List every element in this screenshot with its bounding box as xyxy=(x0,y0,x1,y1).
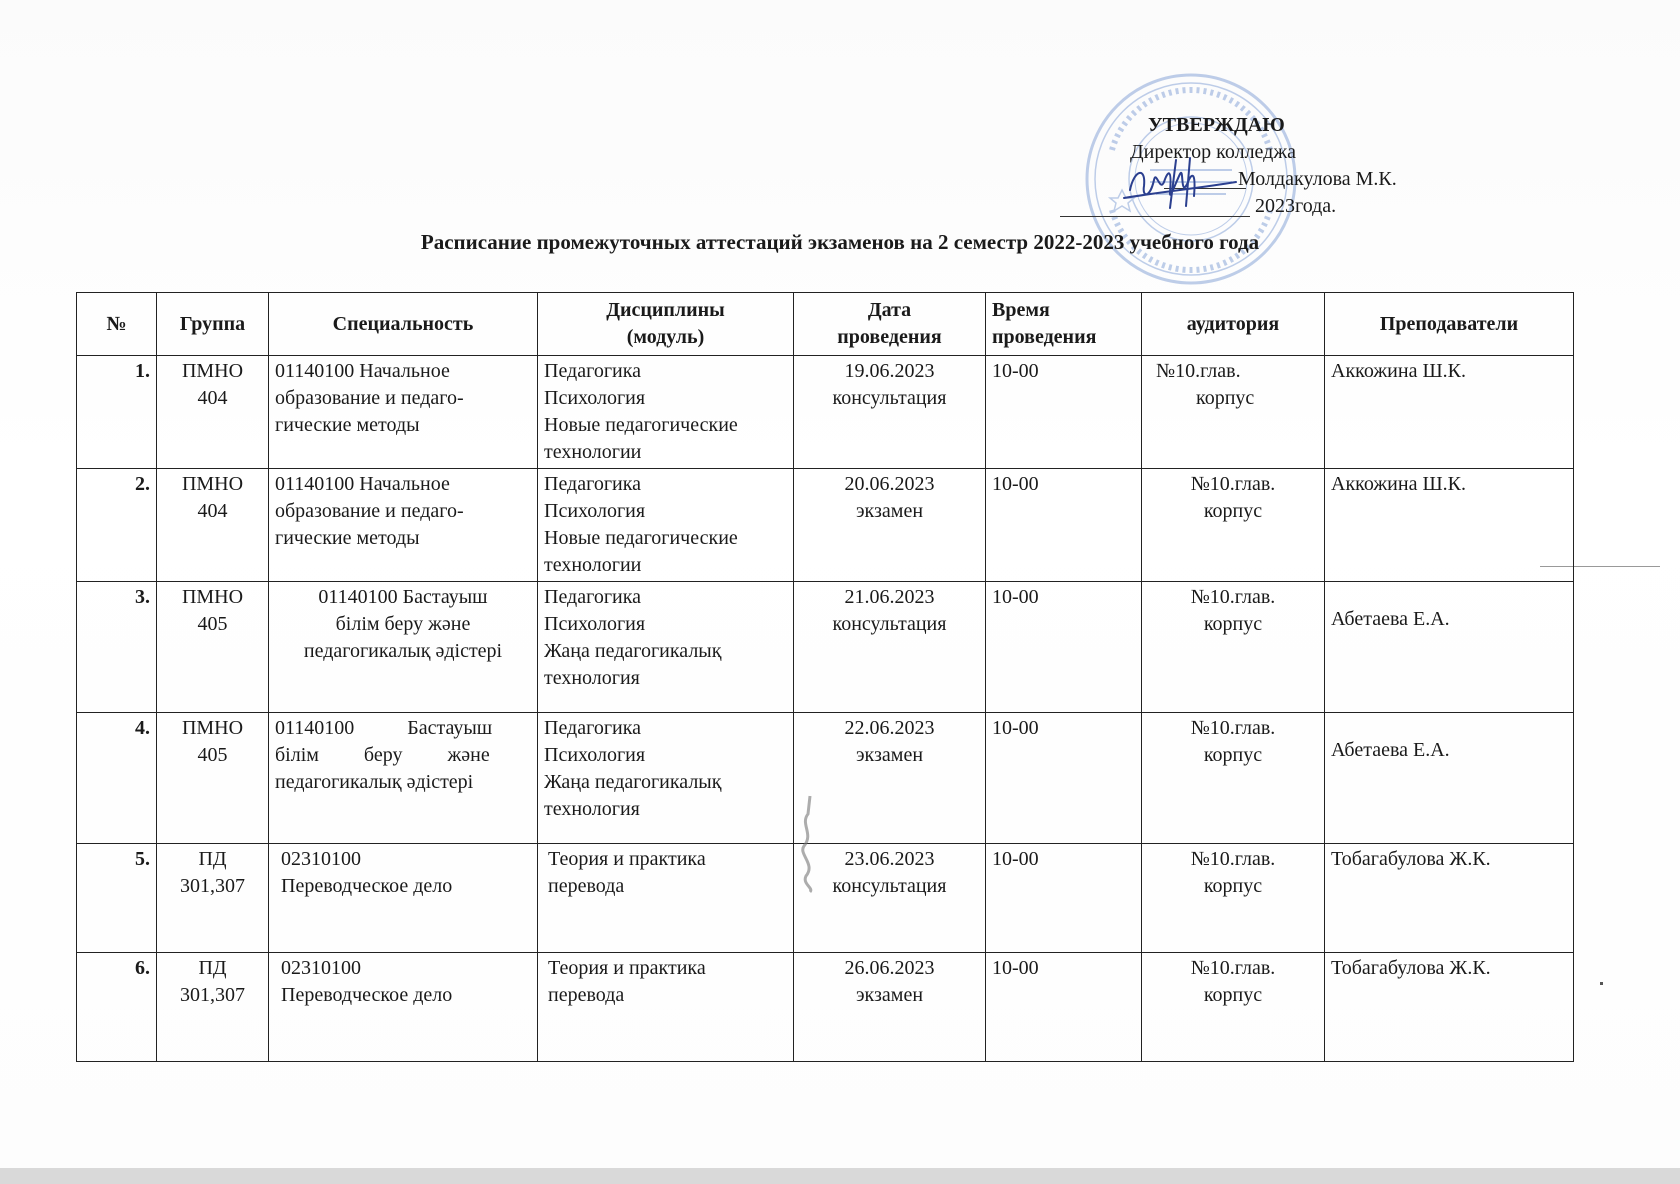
discipline-line: технологии xyxy=(544,554,642,576)
header-time-line2: проведения xyxy=(992,326,1097,348)
row-time: 10-00 xyxy=(986,844,1142,953)
discipline-line: Психология xyxy=(544,387,646,409)
discipline-line: перевода xyxy=(548,875,625,897)
row-specialty xyxy=(269,356,538,469)
room-line: №10.глав. xyxy=(1190,586,1276,608)
row-specialty xyxy=(269,844,538,953)
table-row xyxy=(77,953,1574,1062)
discipline-line: технология xyxy=(544,667,640,689)
row-group xyxy=(157,844,269,953)
table-row xyxy=(77,356,1574,469)
exam-kind: консультация xyxy=(832,387,947,409)
header-time xyxy=(986,293,1142,356)
specialty-line: 01140100 Бастауыш xyxy=(318,586,488,608)
specialty-line: 01140100 Бастауыш xyxy=(275,717,493,739)
signature-icon xyxy=(1120,152,1240,212)
row-disciplines xyxy=(538,469,794,582)
row-room xyxy=(1142,844,1325,953)
header-disciplines-line2: (модуль) xyxy=(626,326,705,348)
row-specialty xyxy=(269,582,538,713)
discipline-line: Жаңа педагогикалық xyxy=(544,640,722,662)
exam-kind: консультация xyxy=(832,875,947,897)
row-disciplines xyxy=(538,953,794,1062)
approval-title: УТВЕРЖДАЮ xyxy=(1148,114,1285,136)
row-teacher: Тобагабулова Ж.К. xyxy=(1325,844,1574,953)
room-line: корпус xyxy=(1203,744,1263,766)
date-value: 19.06.2023 xyxy=(844,360,935,382)
pencil-mark-icon xyxy=(790,794,830,894)
header-disciplines-line1: Дисциплины xyxy=(606,299,725,321)
specialty-line: білім беру және xyxy=(275,744,490,766)
row-time: 10-00 xyxy=(986,713,1142,844)
specialty-line: 02310100 xyxy=(281,957,361,979)
group-number: 301,307 xyxy=(180,984,245,1006)
discipline-line: Теория и практика xyxy=(548,957,706,979)
specialty-line: гические методы xyxy=(275,414,420,436)
header-date-line2: проведения xyxy=(837,326,942,348)
row-teacher: Тобагабулова Ж.К. xyxy=(1325,953,1574,1062)
row-num: 1. xyxy=(77,356,157,469)
row-group xyxy=(157,356,269,469)
room-line: №10.глав. xyxy=(1190,717,1276,739)
exam-kind: экзамен xyxy=(855,744,924,766)
specialty-line: Переводческое дело xyxy=(281,875,453,897)
header-specialty: Специальность xyxy=(269,293,538,356)
specialty-line: педагогикалық әдістері xyxy=(275,771,474,793)
row-time: 10-00 xyxy=(986,469,1142,582)
row-time: 10-00 xyxy=(986,953,1142,1062)
discipline-line: Новые педагогические xyxy=(544,414,738,436)
header-teachers: Преподаватели xyxy=(1325,293,1574,356)
room-line: №10.глав. xyxy=(1156,360,1241,382)
row-group xyxy=(157,469,269,582)
discipline-line: Педагогика xyxy=(544,586,642,608)
header-disciplines xyxy=(538,293,794,356)
row-time: 10-00 xyxy=(986,582,1142,713)
discipline-line: Педагогика xyxy=(544,360,642,382)
row-specialty xyxy=(269,713,538,844)
specialty-line: білім беру және xyxy=(335,613,471,635)
document-title: Расписание промежуточных аттестаций экзаменов на 2 семестр 2022-2023 учебного года xyxy=(420,230,1260,254)
room-line: корпус xyxy=(1203,984,1263,1006)
exam-kind: экзамен xyxy=(855,984,924,1006)
group-number: 301,307 xyxy=(180,875,245,897)
discipline-line: перевода xyxy=(548,984,625,1006)
scan-bottom-edge xyxy=(0,1168,1680,1184)
exam-kind: консультация xyxy=(832,613,947,635)
row-date xyxy=(794,356,986,469)
group-number: 404 xyxy=(197,500,228,522)
row-specialty xyxy=(269,469,538,582)
room-line: №10.глав. xyxy=(1190,473,1276,495)
group-name: ПД xyxy=(198,848,227,870)
header-date xyxy=(794,293,986,356)
discipline-line: Жаңа педагогикалық xyxy=(544,771,722,793)
header-date-line1: Дата xyxy=(867,299,912,321)
row-date xyxy=(794,953,986,1062)
group-name: ПМНО xyxy=(181,586,244,608)
discipline-line: Психология xyxy=(544,744,646,766)
approval-date: 2023года. xyxy=(1255,195,1337,217)
table-row xyxy=(77,582,1574,713)
header-group: Группа xyxy=(157,293,269,356)
date-value: 20.06.2023 xyxy=(844,473,935,495)
group-number: 404 xyxy=(197,387,228,409)
group-name: ПД xyxy=(198,957,227,979)
approval-role: Директор колледжа xyxy=(1130,141,1297,163)
group-name: ПМНО xyxy=(181,717,244,739)
date-line xyxy=(1060,216,1250,217)
row-num: 6. xyxy=(77,953,157,1062)
room-line: корпус xyxy=(1203,500,1263,522)
discipline-line: технологии xyxy=(544,441,642,463)
row-disciplines xyxy=(538,713,794,844)
schedule-table xyxy=(76,292,1574,1062)
discipline-line: Педагогика xyxy=(544,473,642,495)
row-num: 2. xyxy=(77,469,157,582)
row-num: 4. xyxy=(77,713,157,844)
approver-name: Молдакулова М.К. xyxy=(1238,168,1397,190)
table-header-row xyxy=(77,293,1574,356)
room-line: №10.глав. xyxy=(1190,848,1276,870)
row-room xyxy=(1142,356,1325,469)
specialty-line: образование и педаго- xyxy=(275,387,464,409)
discipline-line: технология xyxy=(544,798,640,820)
row-disciplines xyxy=(538,356,794,469)
row-num: 3. xyxy=(77,582,157,713)
specialty-line: образование и педаго- xyxy=(275,500,464,522)
date-value: 23.06.2023 xyxy=(844,848,935,870)
row-num: 5. xyxy=(77,844,157,953)
specialty-line: педагогикалық әдістері xyxy=(303,640,503,662)
exam-kind: экзамен xyxy=(855,500,924,522)
row-date xyxy=(794,582,986,713)
group-name: ПМНО xyxy=(181,360,244,382)
discipline-line: Новые педагогические xyxy=(544,527,738,549)
room-line: корпус xyxy=(1203,875,1263,897)
discipline-line: Психология xyxy=(544,500,646,522)
row-room xyxy=(1142,713,1325,844)
row-teacher: Абетаева Е.А. xyxy=(1325,713,1574,844)
header-time-line1: Время xyxy=(992,299,1050,321)
row-specialty xyxy=(269,953,538,1062)
specialty-line xyxy=(275,715,531,742)
header-num: № xyxy=(77,293,157,356)
row-teacher: Абетаева Е.А. xyxy=(1325,582,1574,713)
discipline-line: Психология xyxy=(544,613,646,635)
discipline-line: Теория и практика xyxy=(548,848,706,870)
specialty-line: Переводческое дело xyxy=(281,984,453,1006)
room-line: корпус xyxy=(1203,613,1263,635)
row-group xyxy=(157,953,269,1062)
row-room xyxy=(1142,582,1325,713)
date-value: 21.06.2023 xyxy=(844,586,935,608)
row-room xyxy=(1142,469,1325,582)
row-teacher: Аккожина Ш.К. xyxy=(1325,469,1574,582)
specialty-line: 01140100 Начальное xyxy=(275,473,450,495)
group-number: 405 xyxy=(197,613,228,635)
row-disciplines xyxy=(538,844,794,953)
row-date xyxy=(794,469,986,582)
date-value: 26.06.2023 xyxy=(844,957,935,979)
specialty-line: гические методы xyxy=(275,527,420,549)
group-name: ПМНО xyxy=(181,473,244,495)
specialty-line: 01140100 Начальное xyxy=(275,360,450,382)
scan-artifact-dot xyxy=(1600,982,1603,985)
room-line: №10.глав. xyxy=(1190,957,1276,979)
row-disciplines xyxy=(538,582,794,713)
row-group xyxy=(157,582,269,713)
date-value: 22.06.2023 xyxy=(844,717,935,739)
header-room: аудитория xyxy=(1142,293,1325,356)
row-room xyxy=(1142,953,1325,1062)
table-row xyxy=(77,469,1574,582)
row-time: 10-00 xyxy=(986,356,1142,469)
row-group xyxy=(157,713,269,844)
row-teacher: Аккожина Ш.К. xyxy=(1325,356,1574,469)
discipline-line: Педагогика xyxy=(544,717,642,739)
group-number: 405 xyxy=(197,744,228,766)
room-line: корпус xyxy=(1196,387,1255,409)
specialty-line: 02310100 xyxy=(281,848,361,870)
